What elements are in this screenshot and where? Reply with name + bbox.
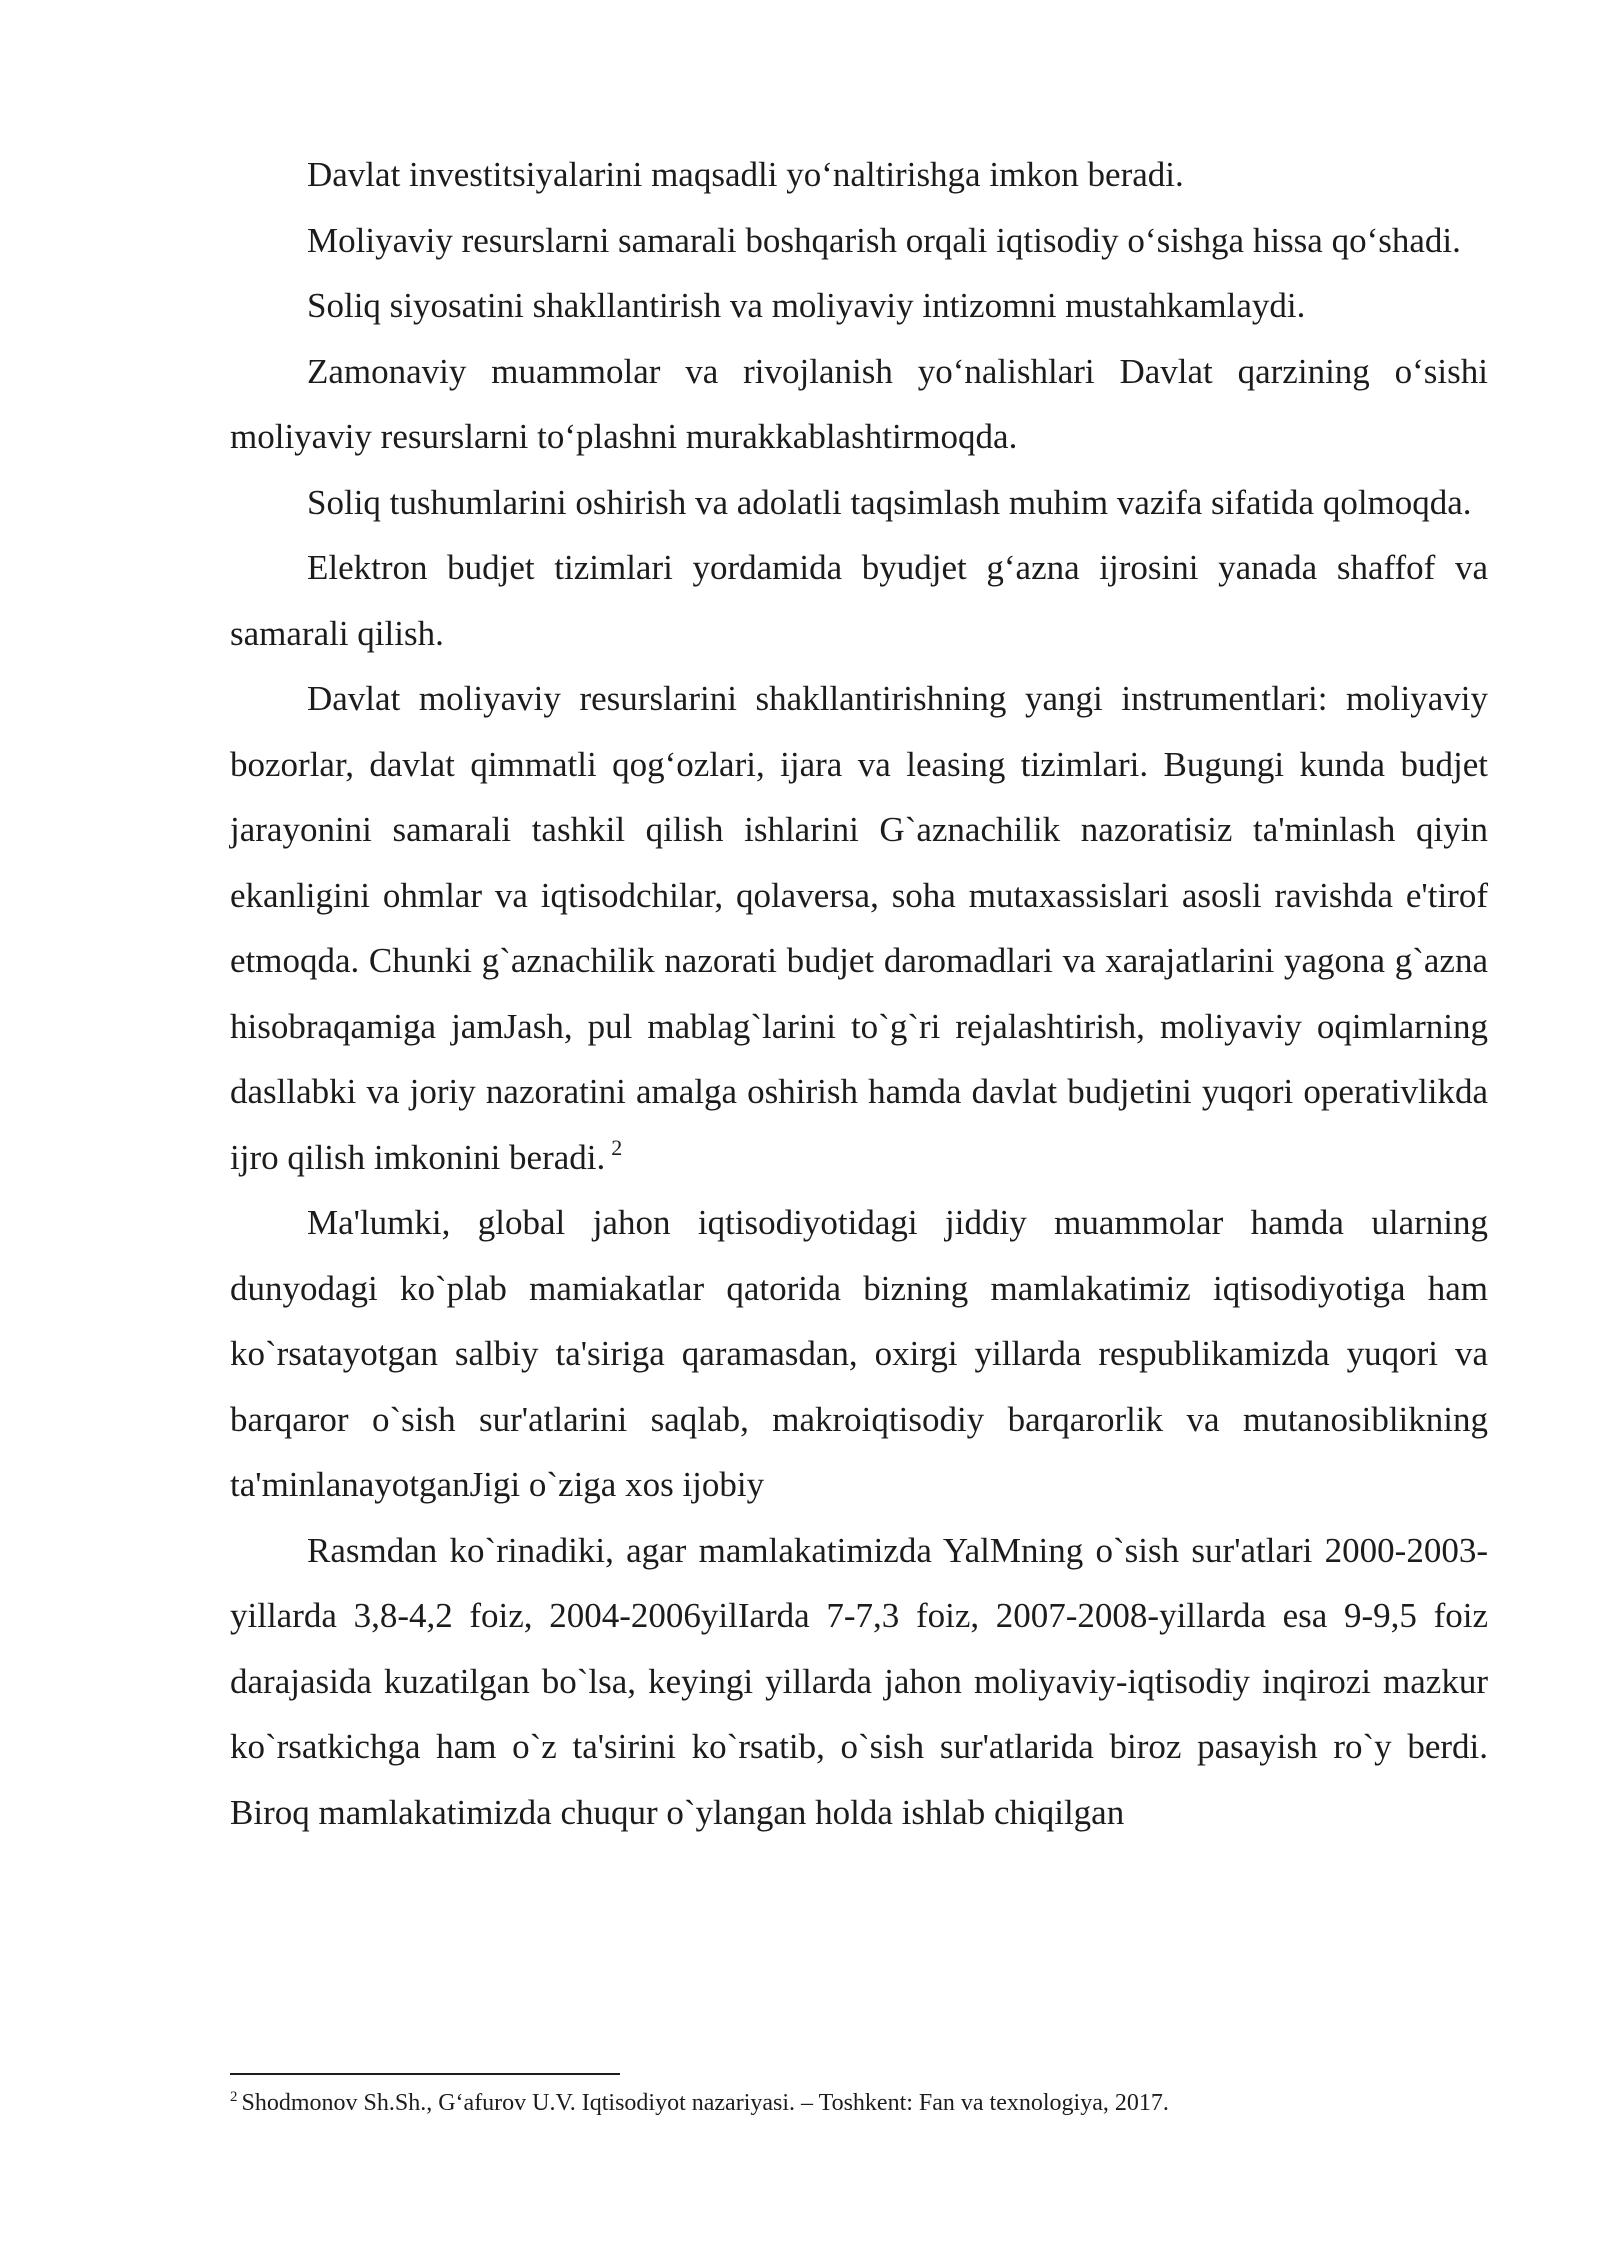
paragraph-6: Elektron budjet tizimlari yordamida byudjet gʻazna ijrosini yanada shaffof va samarali qilish. [230, 548, 1488, 653]
paragraph-1: Davlat investitsiyalarini maqsadli yoʻnaltirishga imkon beradi. [307, 155, 1184, 194]
paragraph-7-text: Davlat moliyaviy resurslarini shakllantirishning yangi instrumentlari: moliyaviy bozorlar, davlat qimmatli qogʻozlari, ijara va leasing tizimlari. Bugungi kunda budjet jarayonini samarali tashkil qilish ishlarini G`aznachilik nazoratisiz ta'minlash qiyin ekanligini ohmlar va iqtisodchilar, qolaversa, soha mutaxassislari asosli ravishda e'tirof etmoqda. Chunki g`aznachilik nazorati budjet daromadlari va xarajatlarini yagona g`azna hisobraqamiga jamJash, pul mablag`larini to`g`ri rejalashtirish, moliyaviy oqimlarning dasllabki va joriy nazoratini amalga oshirish hamda davlat budjetini yuqori operativlikda ijro qilish imkonini beradi. [230, 679, 1488, 1177]
paragraph-5: Soliq tushumlarini oshirish va adolatli taqsimlash muhim vazifa sifatida qolmoqda. [307, 482, 1472, 522]
footnote-divider [230, 2073, 620, 2075]
paragraph-8: Ma'lumki, global jahon iqtisodiyotidagi jiddiy muammolar hamda ularning dunyodagi ko`plab mamiakatlar qatorida bizning mamlakatimiz iqtisodiyotiga ham ko`rsatayotgan salbiy ta'siriga qaramasdan, oxirgi yillarda respublikamizda yuqori va barqaror o`sish sur'atlarini saqlab, makroiqtisodiy barqarorlik va mutanosiblikning ta'minlanayotganJigi o`ziga xos ijobiy [230, 1203, 1488, 1504]
footnote-text: Shodmonov Sh.Sh., Gʻafurov U.V. Iqtisodiyot nazariyasi. – Toshkent: Fan va texnologiya, 2017. [241, 2090, 1169, 2116]
paragraph-9: Rasmdan ko`rinadiki, agar mamlakatimizda YalMning o`sish sur'atlari 2000-2003-yillarda 3,8-4,2 foiz, 2004-2006yilIarda 7-7,3 foiz, 2007-2008-yillarda esa 9-9,5 foiz darajasida kuzatilgan bo`lsa, keyingi yillarda jahon moliyaviy-iqtisodiy inqirozi mazkur ko`rsatkichga ham o`z ta'sirini ko`rsatib, o`sish sur'atlarida biroz pasayish ro`y berdi. Biroq mamlakatimizda chuqur o`ylangan holda ishlab chiqilgan [230, 1530, 1488, 1832]
paragraph-4: Zamonaviy muammolar va rivojlanish yoʻnalishlari Davlat qarzining oʻsishi moliyaviy resurslarni toʻplashni murakkablashtirmoqda. [230, 351, 1488, 456]
body-text [230, 142, 1488, 1845]
footnote-number: 2 [230, 2089, 238, 2105]
footnote-reference[interactable]: 2 [611, 1134, 623, 1160]
paragraph-3: Soliq siyosatini shakllantirish va moliyaviy intizomni mustahkamlaydi. [307, 286, 1306, 325]
footnote [230, 2088, 1488, 2118]
paragraph-7 [230, 666, 1488, 1190]
paragraph-2: Moliyaviy resurslarni samarali boshqarish orqali iqtisodiy oʻsishga hissa qoʻshadi. [307, 220, 1461, 260]
